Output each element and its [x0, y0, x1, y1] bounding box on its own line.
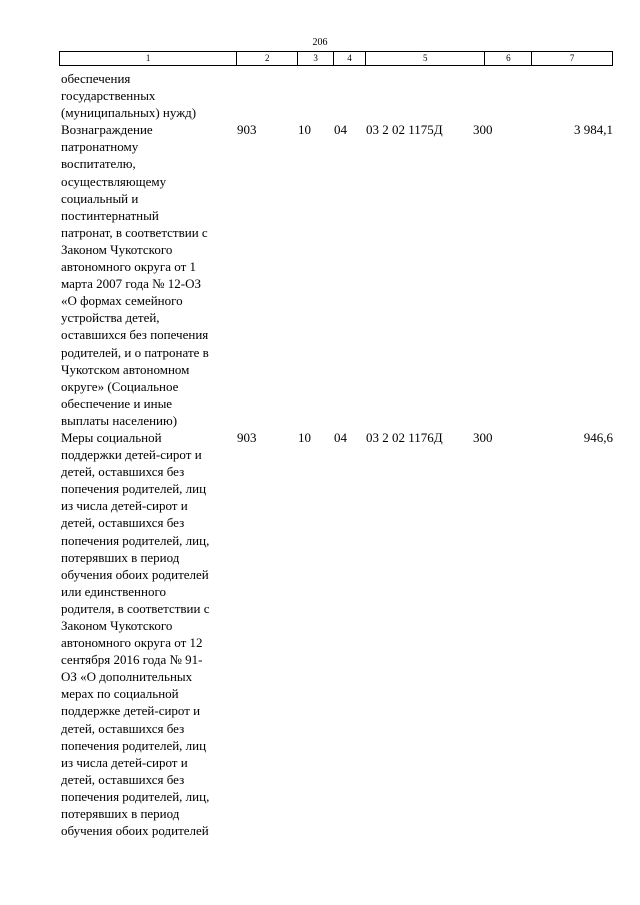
section-code: 10 — [298, 429, 311, 445]
header-col-2: 2 — [237, 52, 298, 65]
description-line: «О формах семейного — [61, 293, 183, 309]
amount: 946,6 — [583, 429, 613, 445]
header-col-6: 6 — [485, 52, 532, 65]
row-description — [61, 429, 237, 839]
description-line: попечения родителей, лиц, — [61, 788, 210, 804]
table-body — [61, 70, 613, 839]
amount: 3 984,1 — [574, 122, 613, 138]
description-line: попечения родителей, лиц, — [61, 532, 210, 548]
description-line: из числа детей-сирот и — [61, 498, 188, 514]
table-row — [61, 70, 613, 121]
page-number: 206 — [312, 37, 328, 48]
description-line: обеспечение и иные — [61, 395, 173, 411]
description-line: потерявших в период — [61, 549, 180, 565]
description-line: Законом Чукотского — [61, 618, 173, 633]
description-line: постинтернатный — [61, 207, 159, 223]
description-line: или единственного — [61, 583, 166, 599]
section-code: 10 — [298, 122, 311, 138]
description-line: из числа детей-сирот и — [61, 754, 188, 770]
row-description — [61, 70, 237, 121]
description-line: попечения родителей, лиц — [61, 737, 207, 753]
header-col-3: 3 — [298, 52, 334, 65]
description-line: (муниципальных) нужд) — [61, 105, 197, 121]
description-line: родителя, в соответствии с — [61, 600, 210, 616]
header-col-1: 1 — [60, 52, 237, 65]
description-line: Вознаграждение — [61, 122, 153, 138]
subsection-code: 04 — [334, 122, 347, 138]
header-col-4: 4 — [334, 52, 366, 65]
description-line: устройства детей, — [61, 310, 160, 326]
description-line: поддержке детей-сирот и — [61, 703, 201, 719]
header-col-5: 5 — [366, 52, 486, 65]
expense-type-code: 300 — [473, 122, 493, 138]
description-line: автономного округа от 1 — [61, 259, 197, 275]
row-description — [61, 121, 237, 429]
description-line: Меры социальной — [61, 429, 162, 445]
description-line: детей, оставшихся без — [61, 515, 185, 531]
description-line: оставшихся без попечения — [61, 327, 209, 343]
description-line: обеспечения — [61, 71, 131, 86]
target-article-code: 03 2 02 1176Д — [366, 429, 443, 445]
chapter-code: 903 — [237, 122, 257, 138]
subsection-code: 04 — [334, 429, 347, 445]
target-article-code: 03 2 02 1175Д — [366, 122, 443, 138]
description-line: детей, оставшихся без — [61, 771, 185, 787]
expense-type-code: 300 — [473, 429, 493, 445]
table-row — [61, 429, 613, 839]
description-line: потерявших в период — [61, 806, 180, 822]
description-line: округе» (Социальное — [61, 378, 179, 394]
description-line: патронатному — [61, 139, 139, 155]
header-col-7: 7 — [569, 53, 575, 63]
chapter-code: 903 — [237, 429, 257, 445]
description-line: мерах по социальной — [61, 686, 179, 702]
description-line: детей, оставшихся без — [61, 720, 185, 736]
description-line: родителей, и о патронате в — [61, 344, 209, 360]
description-line: воспитателю, — [61, 156, 136, 172]
description-line: патронат, в соответствии с — [61, 224, 208, 240]
table-row — [61, 121, 613, 429]
table-header-row — [59, 51, 613, 66]
description-line: Чукотском автономном — [61, 361, 190, 377]
description-line: осуществляющему — [61, 173, 167, 189]
description-line: социальный и — [61, 190, 139, 206]
description-line: сентября 2016 года № 91- — [61, 652, 203, 668]
description-line: попечения родителей, лиц — [61, 481, 207, 497]
description-line: автономного округа от 12 — [61, 635, 203, 651]
description-line: ОЗ «О дополнительных — [61, 669, 193, 685]
description-line: обучения обоих родителей — [61, 823, 209, 839]
description-line: марта 2007 года № 12-ОЗ — [61, 276, 201, 292]
description-line: детей, оставшихся без — [61, 464, 185, 480]
description-line: обучения обоих родителей — [61, 566, 209, 582]
description-line: выплаты населению) — [61, 412, 178, 428]
description-line: поддержки детей-сирот и — [61, 447, 202, 463]
description-line: Законом Чукотского — [61, 241, 173, 257]
description-line: государственных — [61, 88, 156, 104]
